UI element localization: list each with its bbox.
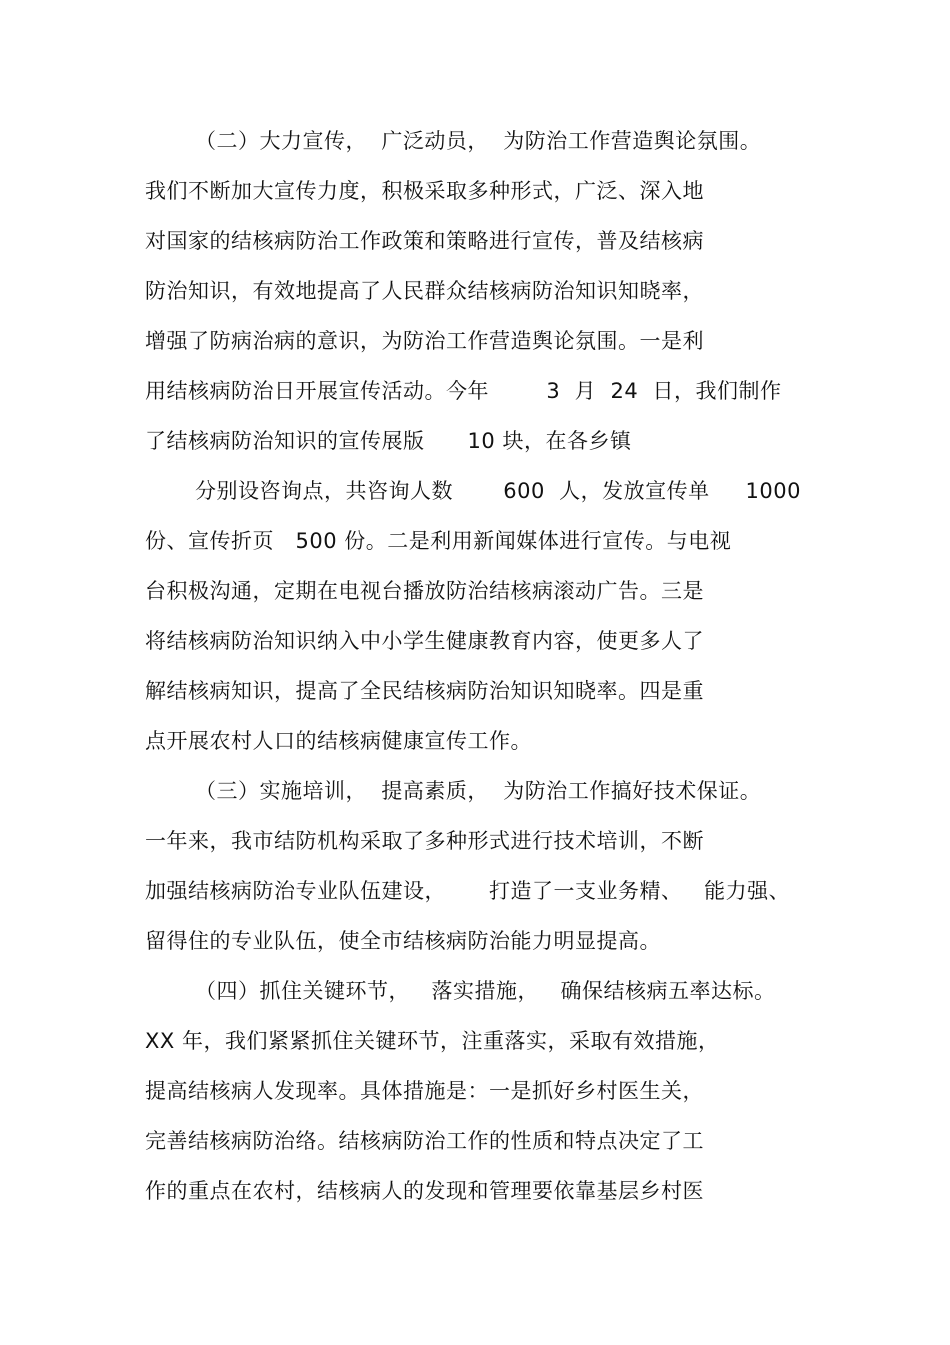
paragraph-line: 点开展农村人口的结核病健康宣传工作。 <box>145 729 532 753</box>
paragraph-line: 对国家的结核病防治工作政策和策略进行宣传，普及结核病 <box>145 229 704 253</box>
paragraph-line: XX 年，我们紧紧抓住关键环节，注重落实，采取有效措施， <box>145 1029 720 1053</box>
paragraph-line: 防治知识，有效地提高了人民群众结核病防治知识知晓率， <box>145 279 704 303</box>
paragraph-line: 用结核病防治日开展宣传活动。今年 3 月 24 日，我们制作 <box>145 379 782 403</box>
paragraph-line: 份、宣传折页 500 份。二是利用新闻媒体进行宣传。与电视 <box>145 529 732 553</box>
paragraph-line: 加强结核病防治专业队伍建设， 打造了一支业务精、 能力强、 <box>145 879 791 903</box>
paragraph-line: 我们不断加大宣传力度，积极采取多种形式，广泛、深入地 <box>145 179 704 203</box>
paragraph-line: 解结核病知识，提高了全民结核病防治知识知晓率。四是重 <box>145 679 704 703</box>
paragraph-line: 完善结核病防治络。结核病防治工作的性质和特点决定了工 <box>145 1129 704 1153</box>
paragraph-line: 将结核病防治知识纳入中小学生健康教育内容，使更多人了 <box>145 629 704 653</box>
paragraph-line: 了结核病防治知识的宣传展版 10 块，在各乡镇 <box>145 429 632 453</box>
paragraph-line: 一年来，我市结防机构采取了多种形式进行技术培训，不断 <box>145 829 704 853</box>
section-heading-3: （三）实施培训， 提高素质， 为防治工作搞好技术保证。 <box>195 779 762 803</box>
section-heading-2: （二）大力宣传， 广泛动员， 为防治工作营造舆论氛围。 <box>195 129 762 153</box>
section-heading-4: （四）抓住关键环节， 落实措施， 确保结核病五率达标。 <box>195 979 776 1003</box>
paragraph-line: 作的重点在农村，结核病人的发现和管理要依靠基层乡村医 <box>145 1179 704 1203</box>
paragraph-line: 分别设咨询点，共咨询人数 600 人，发放宣传单 1000 <box>195 479 801 503</box>
paragraph-line: 留得住的专业队伍，使全市结核病防治能力明显提高。 <box>145 929 661 953</box>
paragraph-line: 提高结核病人发现率。具体措施是：一是抓好乡村医生关， <box>145 1079 704 1103</box>
paragraph-line: 台积极沟通，定期在电视台播放防治结核病滚动广告。三是 <box>145 579 704 603</box>
paragraph-line: 增强了防病治病的意识，为防治工作营造舆论氛围。一是利 <box>145 329 704 353</box>
